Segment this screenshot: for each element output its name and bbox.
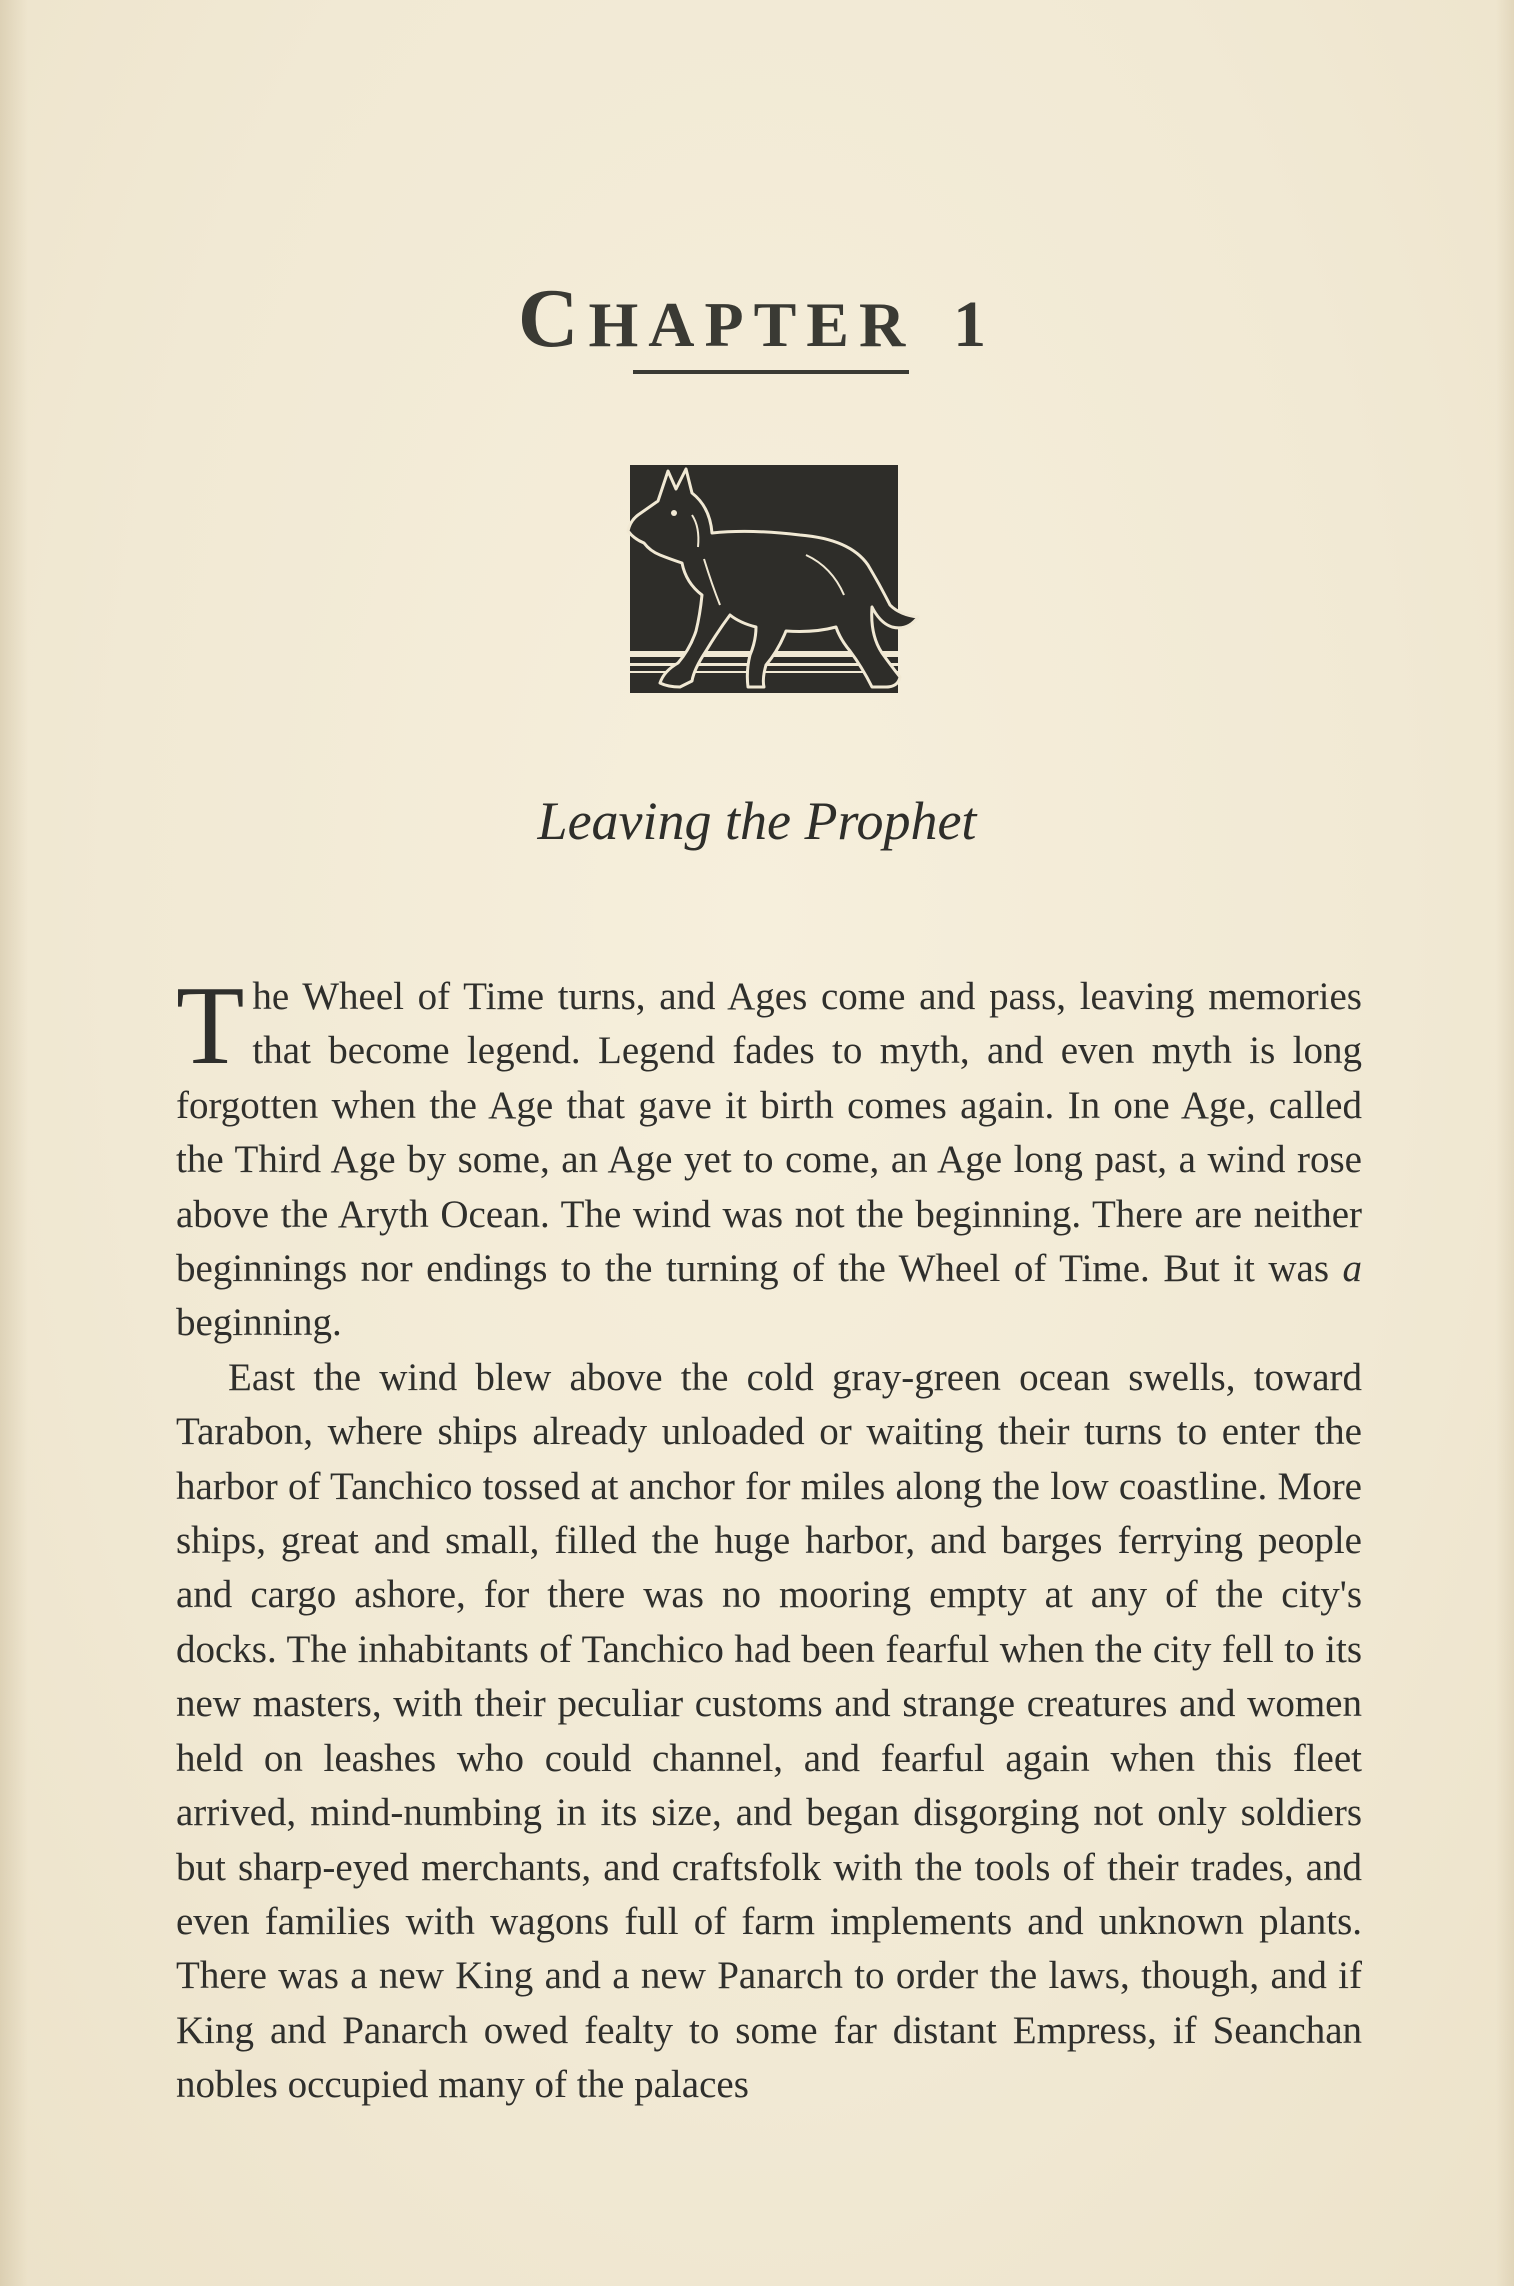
paragraph (176, 964, 1362, 1351)
chapter-heading-rule (633, 370, 909, 374)
paragraph-text: he Wheel of Time turns, and Ages come and pass, leaving memories that become legend. Legend fades to myth, and even myth is long forgotten when the Age that gave it birth comes again. In one Age, called the Third Age by some, an Age yet to come, an Age long past, a wind rose above the Aryth Ocean. The wind was not the beginning. There are neither beginnings nor endings to the turning of the Wheel of Time. But it was (176, 975, 1362, 1291)
body-text (176, 964, 1362, 2113)
drop-cap: T (176, 964, 245, 1088)
chapter-label-rest: HAPTER (588, 289, 916, 360)
chapter-label-initial: C (517, 272, 589, 365)
chapter-heading (0, 270, 1514, 367)
paragraph-text-end: beginning. (176, 1301, 342, 1345)
wolf-emblem-icon (600, 455, 940, 735)
paragraph: East the wind blew above the cold gray-green ocean swells, toward Tarabon, where ships already unloaded or waiting their turns to enter the harbor of Tanchico tossed at anchor for miles along the low coastline. More ships, great and small, filled the huge harbor, and barges ferrying people and cargo ashore, for there was no mooring empty at any of the city's docks. The inhabitants of Tanchico had been fearful when the city fell to its new masters, with their peculiar customs and strange creatures and women held on leashes who could channel, and fearful again when this fleet arrived, mind-numbing in its size, and began disgorging not only soldiers but sharp-eyed merchants, and craftsfolk with the tools of their trades, and even families with wagons full of farm implements and unknown plants. There was a new King and a new Panarch to order the laws, though, and if King and Panarch owed fealty to some far distant Empress, if Seanchan nobles occupied many of the palaces (176, 1355, 1362, 2107)
chapter-number: 1 (953, 288, 997, 361)
emphasized-word: a (1342, 1247, 1362, 1291)
chapter-title: Leaving the Prophet (537, 791, 977, 851)
